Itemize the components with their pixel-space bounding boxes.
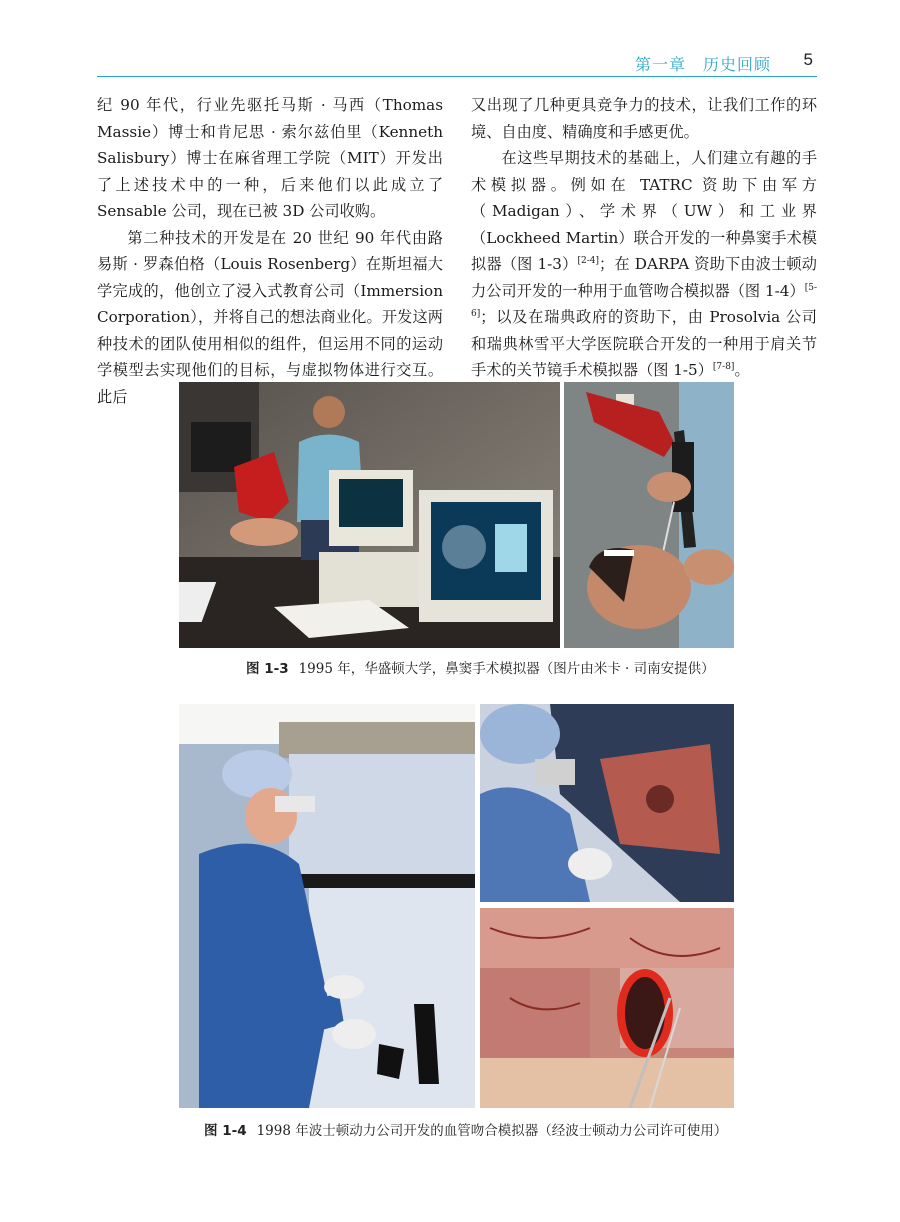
figure-1-3-caption-text: 1995 年，华盛顿大学，鼻窦手术模拟器（图片由米卡 · 司南安提供） (298, 661, 715, 677)
figure-1-4-caption (204, 1119, 727, 1139)
figure-1-4-photo-surgeon (179, 704, 475, 1108)
right-text-column (471, 92, 817, 384)
citation-2-4: [2-4] (577, 256, 600, 266)
figure-1-4-label: 图 1-4 (204, 1123, 247, 1139)
citation-5-6: [5-6] (471, 282, 817, 319)
figure-1-4-render-vessel (480, 908, 734, 1108)
figure-1-4-caption-text: 1998 年波士顿动力公司开发的血管吻合模拟器（经波士顿动力公司许可使用） (256, 1123, 728, 1139)
vessel-anastomosis-render-illustration (480, 908, 734, 1108)
sinus-probe-closeup-illustration (564, 382, 734, 648)
anastomosis-mirror-view-illustration (480, 704, 734, 902)
anastomosis-surgeon-illustration (179, 704, 475, 1108)
right-paragraph-1: 又出现了几种更具竞争力的技术，让我们工作的环境、自由度、精确度和手感更优。 (471, 96, 817, 141)
figure-1-3-label: 图 1-3 (246, 661, 289, 677)
figure-1-3-photo-lab (179, 382, 560, 648)
left-text-column (97, 92, 443, 410)
figure-1-3-photo-closeup (564, 382, 734, 648)
sinus-simulator-lab-illustration (179, 382, 560, 648)
left-paragraph-1: 纪 90 年代，行业先驱托马斯 · 马西（Thomas Massie）博士和肯尼思 · 索尔兹伯里（Kenneth Salisbury）博士在麻省理工学院（MIT）开发出了上述技术中的一种，后来他们以此成立了 Sensable 公司，现在已被 3D 公司收购。 (97, 96, 443, 220)
chapter-title: 第一章 历史回顾 (634, 55, 771, 74)
right-paragraph-2-part-c: ；以及在瑞典政府的资助下，由 Prosolvia 公司和瑞典林雪平大学医院联合开发的一种用于肩关节手术的关节镜手术模拟器（图 1-5） (471, 308, 817, 379)
figure-1-4-photo-mirror (480, 704, 734, 902)
page-number: 5 (803, 50, 813, 69)
right-paragraph-2-part-d: 。 (734, 361, 750, 379)
right-paragraph-2-part-a: 在这些早期技术的基础上，人们建立有趣的手术模拟器。例如在 TATRC 资助下由军方（Madigan）、学术界（UW）和工业界（Lockheed Martin）联合开发的一种鼻窦手术模拟器（图 1-3） (471, 149, 817, 273)
running-header (97, 50, 817, 74)
right-paragraph-2-part-b: ；在 DARPA 资助下由波士顿动力公司开发的一种用于血管吻合模拟器（图 1-4） (471, 255, 817, 300)
left-paragraph-2: 第二种技术的开发是在 20 世纪 90 年代由路易斯 · 罗森伯格（Louis Rosenberg）在斯坦福大学完成的，他创立了浸入式教育公司（Immersion Corporation），并将自己的想法商业化。开发这两种技术的团队使用相似的组件，但运用不同的运动学模型去实现他们的目标，与虚拟物体进行交互。此后 (97, 228, 443, 406)
right-paragraph-2 (471, 145, 817, 384)
header-rule (97, 76, 817, 77)
figure-1-3-caption (246, 657, 715, 677)
citation-7-8: [7-8] (712, 362, 735, 372)
